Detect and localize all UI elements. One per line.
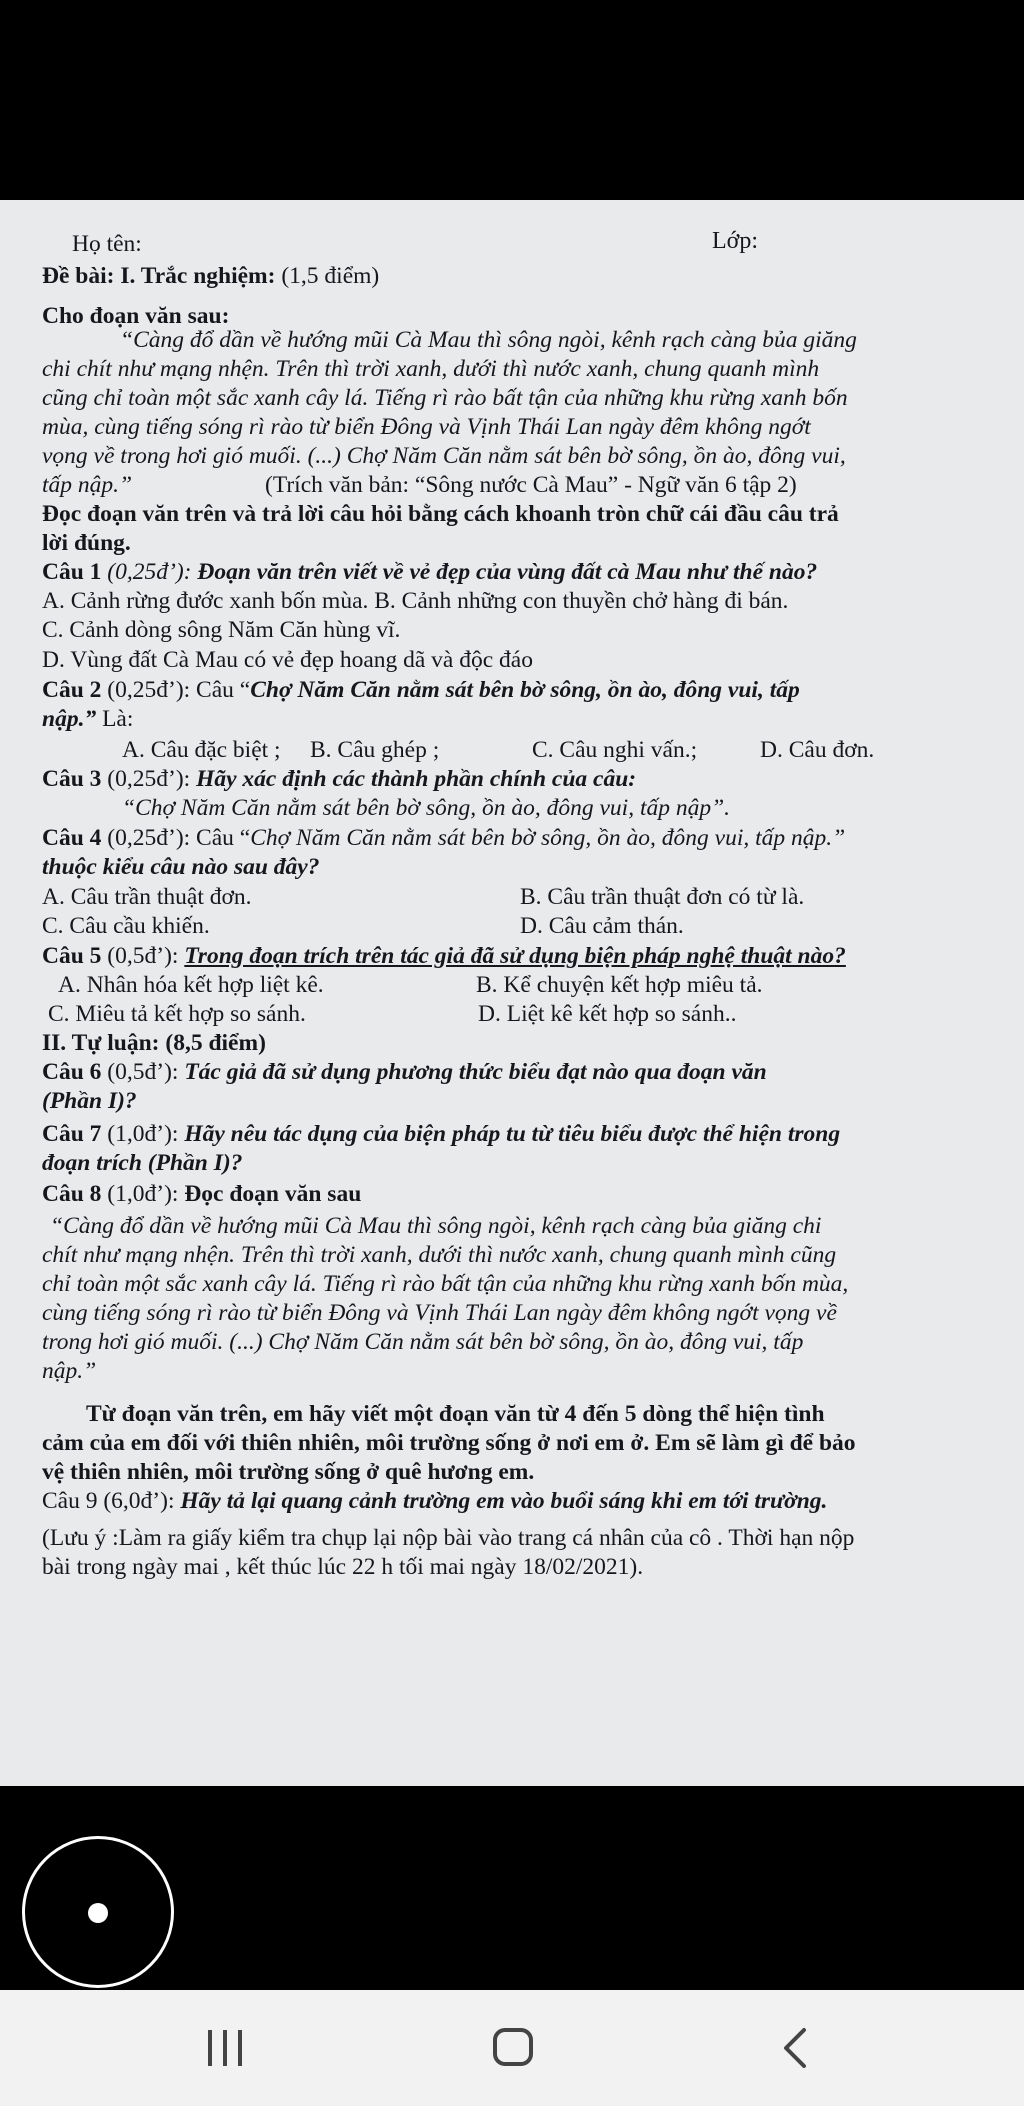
answer-row: [58, 971, 1018, 1000]
ho-ten-label: Họ tên:: [72, 231, 142, 257]
answer-option: C. Cảnh dòng sông Năm Căn hùng vĩ.: [42, 617, 401, 643]
question-5: Câu 5 (0,5đ’): Trong đoạn trích trên tác giả đã sử dụng biện pháp nghệ thuật nào?: [42, 943, 846, 969]
passage-source: (Trích văn bản: “Sông nước Cà Mau” - Ngữ văn 6 tập 2): [265, 472, 797, 498]
task-line: cảm của em đối với thiên nhiên, môi trường sống ở nơi em ở. Em sẽ làm gì để bảo: [42, 1430, 856, 1456]
task-line: Từ đoạn văn trên, em hãy viết một đoạn văn từ 4 đến 5 dòng thể hiện tình: [86, 1401, 825, 1427]
question-4-cont: thuộc kiểu câu nào sau đây?: [42, 854, 320, 880]
de-bai-heading: Đề bài: I. Trắc nghiệm: (1,5 điểm): [42, 263, 380, 289]
passage-line: mùa, cùng tiếng sóng rì rào từ biển Đông và Vịnh Thái Lan ngày đêm không ngớt: [42, 414, 811, 440]
question-7: Câu 7 (1,0đ’): Hãy nêu tác dụng của biện pháp tu từ tiêu biểu được thể hiện trong: [42, 1121, 841, 1147]
question-2-cont: nập.” Là:: [42, 706, 134, 732]
passage-line: nập.”: [42, 1358, 97, 1384]
home-icon[interactable]: [493, 2028, 533, 2066]
question-3-quote: “Chợ Năm Căn nằm sát bên bờ sông, ồn ào, đông vui, tấp nập”.: [122, 795, 731, 821]
note-line: bài trong ngày mai , kết thúc lúc 22 h tối mai ngày 18/02/2021).: [42, 1554, 644, 1580]
passage-line: “Càng đổ dần về hướng mũi Cà Mau thì sông ngòi, kênh rạch càng bủa giăng chi: [50, 1213, 822, 1239]
passage-line: tấp nập.”: [42, 472, 133, 498]
camera-control-icon[interactable]: [22, 1836, 174, 1988]
question-6-cont: (Phần I)?: [42, 1088, 137, 1114]
tu-luan-heading: II. Tự luận: (8,5 điểm): [42, 1030, 266, 1056]
instruction: Đọc đoạn văn trên và trả lời câu hỏi bằng cách khoanh tròn chữ cái đầu câu trả: [42, 501, 839, 527]
answer-option: D. Vùng đất Cà Mau có vẻ đẹp hoang dã và độc đáo: [42, 647, 533, 673]
answer-row: [48, 1000, 1008, 1029]
back-icon[interactable]: [780, 2026, 810, 2070]
exam-paper: [0, 200, 1024, 1786]
question-4: Câu 4 (0,25đ’): Câu “Chợ Năm Căn nằm sát bên bờ sông, ồn ào, đông vui, tấp nập.”: [42, 825, 846, 851]
passage-line: vọng về trong hơi gió muối. (...) Chợ Năm Căn nằm sát bên bờ sông, ồn ào, đông vui,: [42, 443, 846, 469]
answer-option: C. Câu nghi vấn.;: [532, 737, 698, 763]
passage-line: chi chít như mạng nhện. Trên thì trời xanh, dưới thì nước xanh, chung quanh mình: [42, 356, 820, 382]
passage-line: “Càng đổ dần về hướng mũi Cà Mau thì sông ngòi, kênh rạch càng bủa giăng: [120, 327, 857, 353]
instruction: lời đúng.: [42, 530, 131, 556]
answer-row: [42, 883, 1002, 912]
question-2: Câu 2 (0,25đ’): Câu “Chợ Năm Căn nằm sát bên bờ sông, ồn ào, đông vui, tấp: [42, 677, 800, 703]
answer-option: A. Nhân hóa kết hợp liệt kê.: [58, 972, 324, 998]
task-line: vệ thiên nhiên, môi trường sống ở quê hương em.: [42, 1459, 535, 1485]
passage-line: chỉ toàn một sắc xanh cây lá. Tiếng rì rào bất tận của những khu rừng xanh bốn mùa,: [42, 1271, 849, 1297]
question-7-cont: đoạn trích (Phần I)?: [42, 1150, 243, 1176]
question-8: Câu 8 (1,0đ’): Đọc đoạn văn sau: [42, 1181, 362, 1207]
note-line: (Lưu ý :Làm ra giấy kiểm tra chụp lại nộp bài vào trang cá nhân của cô . Thời hạn nộp: [42, 1525, 855, 1551]
answer-option: D. Liệt kê kết hợp so sánh..: [478, 1001, 737, 1027]
answer-option: B. Kể chuyện kết hợp miêu tả.: [476, 972, 763, 998]
answer-option: B. Câu trần thuật đơn có từ là.: [520, 884, 805, 910]
passage-line: cũng chỉ toàn một sắc xanh cây lá. Tiếng rì rào bất tận của những khu rừng xanh bốn: [42, 385, 848, 411]
navigation-bar: [0, 1990, 1024, 2106]
question-1: Câu 1 (0,25đ’): Đoạn văn trên viết về vẻ đẹp của vùng đất cà Mau như thế nào?: [42, 559, 818, 585]
recent-apps-icon[interactable]: [208, 2030, 246, 2066]
question-9: Câu 9 (6,0đ’): Hãy tả lại quang cảnh trường em vào buổi sáng khi em tới trường.: [42, 1488, 828, 1514]
cho-doan-label: Cho đoạn văn sau:: [42, 303, 230, 329]
answer-option: A. Câu đặc biệt ;: [122, 737, 281, 763]
answer-option: A. Cảnh rừng đước xanh bốn mùa. B. Cảnh những con thuyền chở hàng đi bán.: [42, 588, 789, 614]
passage-line: cùng tiếng sóng rì rào từ biển Đông và Vịnh Thái Lan ngày đêm không ngớt vọng về: [42, 1300, 837, 1326]
answer-option: D. Câu cảm thán.: [520, 913, 684, 939]
question-3: Câu 3 (0,25đ’): Hãy xác định các thành phần chính của câu:: [42, 766, 637, 792]
answer-row: [42, 912, 1002, 941]
passage-line: chít như mạng nhện. Trên thì trời xanh, dưới thì nước xanh, chung quanh mình cũng: [42, 1242, 837, 1268]
answer-option: C. Câu cầu khiến.: [42, 913, 210, 939]
answer-option: A. Câu trần thuật đơn.: [42, 884, 252, 910]
lop-label: Lớp:: [712, 228, 759, 254]
question-6: Câu 6 (0,5đ’): Tác giả đã sử dụng phương thức biểu đạt nào qua đoạn văn: [42, 1059, 767, 1085]
answer-option: B. Câu ghép ;: [310, 737, 440, 763]
answer-option: C. Miêu tả kết hợp so sánh.: [48, 1001, 306, 1027]
passage-line: trong hơi gió muối. (...) Chợ Năm Căn nằm sát bên bờ sông, ồn ào, đông vui, tấp: [42, 1329, 804, 1355]
answer-option: D. Câu đơn.: [760, 737, 875, 763]
